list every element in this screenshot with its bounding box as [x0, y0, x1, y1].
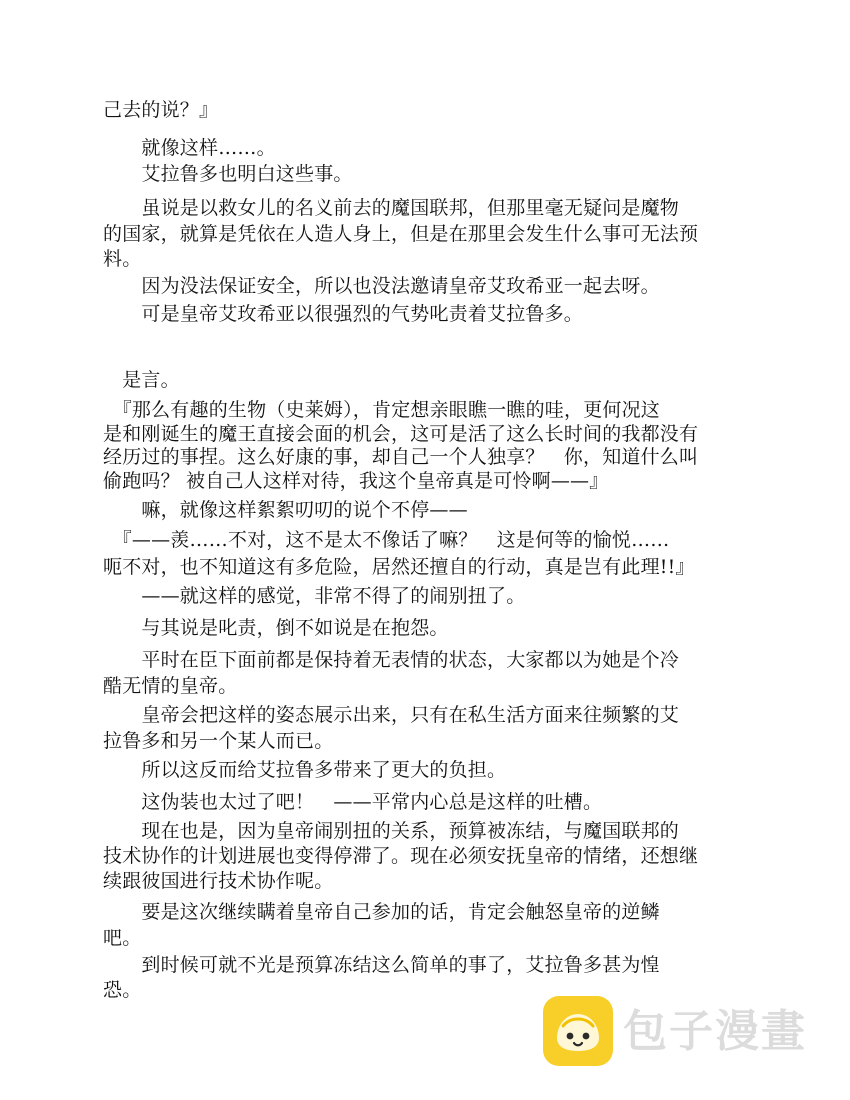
text-line: 经历过的事捏。这么好康的事，却自己一个人独享？ 你，知道什么叫: [103, 446, 699, 468]
watermark-text: 包子漫畫: [623, 1006, 807, 1057]
text-line: 续跟彼国进行技术协作呢。: [103, 870, 334, 892]
text-line: 己去的说？』: [103, 99, 219, 121]
text-line: 与其说是叱责，倒不如说是在抱怨。: [103, 617, 449, 639]
text-line: 因为没法保证安全，所以也没法邀请皇帝艾玫希亚一起去呀。: [103, 275, 660, 297]
text-line: 就像这样……。: [103, 137, 276, 159]
text-line: 到时候可就不光是预算冻结这么简单的事了，艾拉鲁多甚为惶: [103, 954, 660, 976]
text-line: 嘛，就像这样絮絮叨叨的说个不停——: [103, 499, 468, 521]
text-line: ——就这样的感觉，非常不得了的闹别扭了。: [103, 585, 526, 607]
text-line: 平时在臣下面前都是保持着无表情的状态，大家都以为她是个冷: [103, 649, 680, 671]
text-line: 呃不对，也不知道这有多危险，居然还擅自的行动，真是岂有此理!!』: [103, 556, 695, 578]
text-line: 拉鲁多和另一个某人而已。: [103, 730, 334, 752]
text-line: 皇帝会把这样的姿态展示出来，只有在私生活方面来往频繁的艾: [103, 704, 680, 726]
text-line: 吧。: [103, 927, 142, 949]
text-line: 偷跑吗？ 被自己人这样对待，我这个皇帝真是可怜啊——』: [103, 470, 609, 492]
text-line: 这伪装也太过了吧！ ——平常内心总是这样的吐槽。: [103, 791, 603, 813]
text-line: 现在也是，因为皇帝闹别扭的关系，预算被冻结，与魔国联邦的: [103, 820, 680, 842]
text-line: 可是皇帝艾玫希亚以很强烈的气势叱责着艾拉鲁多。: [103, 303, 584, 325]
text-line: 酷无情的皇帝。: [103, 675, 238, 697]
text-line: 所以这反而给艾拉鲁多带来了更大的负担。: [103, 759, 507, 781]
text-line: 虽说是以救女儿的名义前去的魔国联邦，但那里毫无疑问是魔物: [103, 197, 680, 219]
text-line: 技术协作的计划进展也变得停滞了。现在必须安抚皇帝的情绪，还想继: [103, 845, 699, 867]
text-line: 『那么有趣的生物（史莱姆），肯定想亲眼瞧一瞧的哇，更何况这: [103, 399, 661, 421]
text-line: 是和刚诞生的魔王直接会面的机会，这可是活了这么长时间的我都没有: [103, 423, 699, 445]
text-line: 『——羡……不对，这不是太不像话了嘛？ 这是何等的愉悦……: [103, 529, 670, 551]
text-line: 料。: [103, 248, 142, 270]
text-line: 的国家，就算是凭依在人造人身上，但是在那里会发生什么事可无法预: [103, 223, 699, 245]
text-line: 是言。: [103, 369, 180, 391]
text-line: 艾拉鲁多也明白这些事。: [103, 163, 353, 185]
steamed-bun-icon: [543, 996, 613, 1066]
text-line: 要是这次继续瞒着皇帝自己参加的话，肯定会触怒皇帝的逆鳞: [103, 901, 660, 923]
text-line: 恐。: [103, 979, 142, 1001]
watermark-logo: [543, 996, 823, 1068]
